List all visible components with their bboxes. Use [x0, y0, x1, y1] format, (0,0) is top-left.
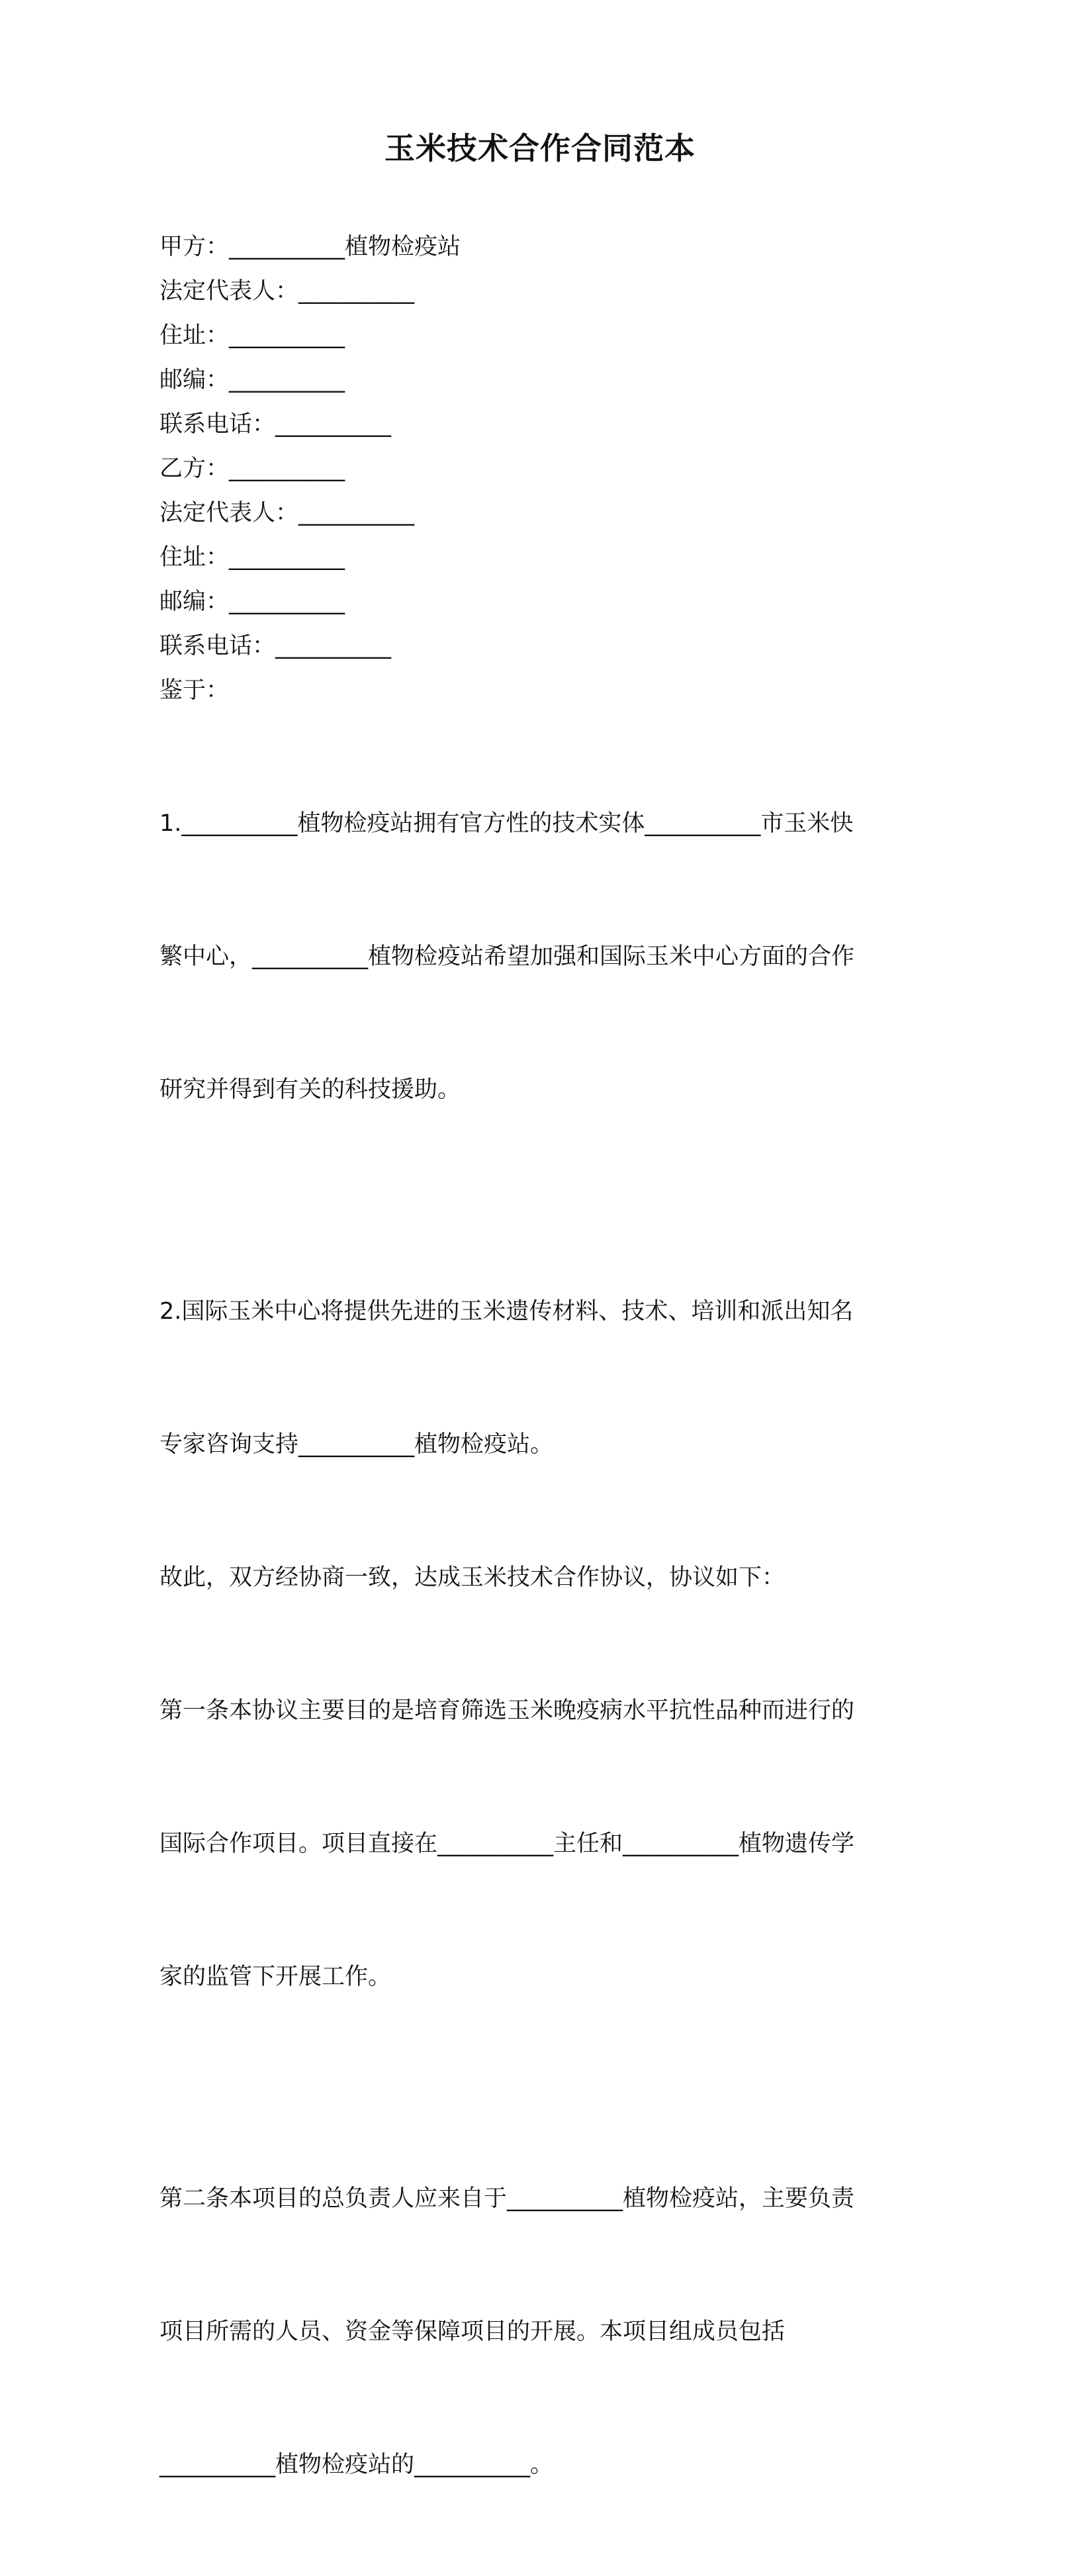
paragraph-line: 第一条本协议主要目的是培育筛选玉米晚疫病水平抗性品种而进行的: [159, 1697, 855, 1724]
paragraph-line: 项目所需的人员、资金等保障项目的开展。本项目组成员包括: [159, 2318, 786, 2345]
paragraph-line: 第二条本项目的总负责人应来自于__________植物检疫站，主要负责: [159, 2185, 855, 2212]
paragraph-line: 2.国际玉米中心将提供先进的玉米遗传材料、技术、培训和派出知名: [159, 1298, 854, 1325]
document-title: 玉米技术合作合同范本: [384, 130, 696, 166]
party-a-phone: 联系电话：__________: [159, 411, 392, 438]
agreement-intro: 故此，双方经协商一致，达成玉米技术合作协议，协议如下：: [159, 1564, 786, 1591]
paragraph-line: 研究并得到有关的科技援助。: [159, 1076, 461, 1103]
party-b-name: 乙方：__________: [159, 455, 345, 482]
paragraph-line: 1.__________植物检疫站拥有官方性的技术实体__________市玉米快: [159, 810, 854, 837]
article-1: [159, 1600, 914, 2088]
document-body: [159, 225, 914, 2576]
party-a-representative: 法定代表人：__________: [159, 278, 415, 305]
party-a-name: 甲方：__________植物检疫站: [159, 234, 461, 260]
whereas-heading: 鉴于：: [159, 677, 230, 704]
paragraph-line: __________植物检疫站的__________。: [159, 2452, 554, 2478]
paragraph-line: 家的监管下开展工作。: [159, 1964, 392, 1990]
whereas-clause-2: [159, 1201, 914, 1556]
whereas-clause-1: [159, 713, 914, 1201]
party-a-address: 住址：__________: [159, 322, 345, 349]
paragraph-line: 专家咨询支持__________植物检疫站。: [159, 1431, 554, 1458]
party-b-postcode: 邮编：__________: [159, 589, 345, 615]
paragraph-line: 繁中心，__________植物检疫站希望加强和国际玉米中心方面的合作: [159, 943, 855, 970]
party-b-phone: 联系电话：__________: [159, 633, 392, 659]
party-a-postcode: 邮编：__________: [159, 367, 345, 393]
party-b-address: 住址：__________: [159, 544, 345, 571]
paragraph-line: 国际合作项目。项目直接在__________主任和__________植物遗传学: [159, 1831, 855, 1857]
article-2: [159, 2088, 914, 2576]
party-b-representative: 法定代表人：__________: [159, 500, 415, 526]
